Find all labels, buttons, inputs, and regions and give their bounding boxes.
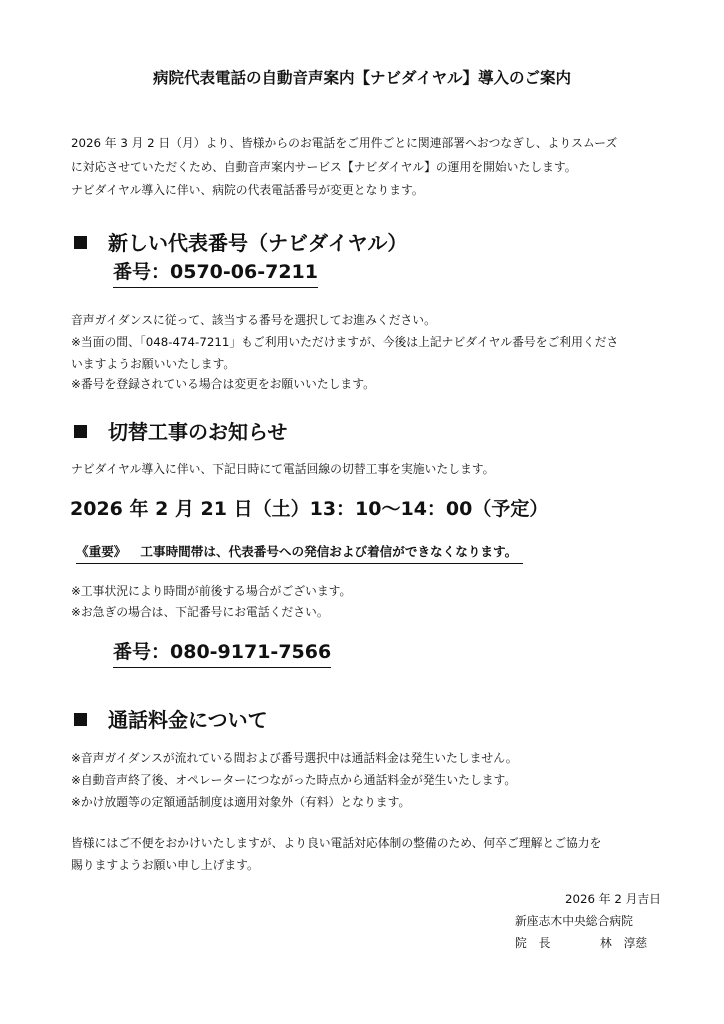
intro-line-1: 2026 年 3 月 2 日（月）より、皆様からのお電話をご用件ごとに関連部署へおつなぎし、よりスムーズ bbox=[71, 136, 618, 150]
section1-note-2: ※当面の間、「048-474-7211」もご利用いただけますが、今後は上記ナビダイヤル番号をご利用くださ bbox=[71, 335, 619, 349]
section2-note-2: ※お急ぎの場合は、下記番号にお電話ください。 bbox=[71, 605, 329, 619]
signature-hospital: 新座志木中央総合病院 bbox=[515, 914, 633, 928]
section3-note-3: ※かけ放題等の定額通話制度は適用対象外（有料）となります。 bbox=[71, 795, 411, 809]
square-bullet-icon bbox=[74, 713, 87, 726]
important-label: 《重要》 bbox=[76, 544, 127, 559]
section1-note-4: ※番号を登録されている場合は変更をお願いいたします。 bbox=[71, 377, 375, 391]
document-title: 病院代表電話の自動音声案内【ナビダイヤル】導入のご案内 bbox=[152, 69, 572, 87]
section2-intro: ナビダイヤル導入に伴い、下記日時にて電話回線の切替工事を実施いたします。 bbox=[71, 462, 495, 476]
section3-note-2: ※自動音声終了後、オペレーターにつながった時点から通話料金が発生いたします。 bbox=[71, 773, 517, 787]
section-heading-call-charges bbox=[74, 704, 268, 733]
closing-line-1: 皆様にはご不便をおかけいたしますが、より良い電話対応体制の整備のため、何卒ご理解とご協力を bbox=[71, 836, 602, 850]
intro-line-3: ナビダイヤル導入に伴い、病院の代表電話番号が変更となります。 bbox=[71, 183, 424, 197]
section-heading-new-number bbox=[74, 227, 407, 256]
section-heading-switch-work-text: 切替工事のお知らせ bbox=[108, 420, 288, 444]
new-representative-number: 番号：0570-06-7211 bbox=[113, 257, 318, 288]
section1-note-3: いますようお願いいたします。 bbox=[71, 357, 236, 371]
signature-name: 林 淳慈 bbox=[600, 936, 648, 950]
section-heading-switch-work bbox=[74, 416, 287, 445]
section2-note-1: ※工事状況により時間が前後する場合がございます。 bbox=[71, 584, 352, 598]
intro-line-2: に対応させていただくため、自動音声案内サービス【ナビダイヤル】の運用を開始いたします。 bbox=[71, 160, 577, 174]
square-bullet-icon bbox=[74, 425, 87, 438]
signature-title: 院 長 bbox=[515, 936, 551, 950]
signature-date: 2026 年 2 月吉日 bbox=[565, 892, 661, 906]
emergency-number: 番号：080-9171-7566 bbox=[113, 637, 331, 668]
section1-note-1: 音声ガイダンスに従って、該当する番号を選択してお進みください。 bbox=[71, 313, 436, 327]
section3-note-1: ※音声ガイダンスが流れている間および番号選択中は通話料金は発生いたしません。 bbox=[71, 751, 518, 765]
important-notice bbox=[76, 541, 523, 564]
important-text: 工事時間帯は、代表番号への発信および着信ができなくなります。 bbox=[140, 544, 518, 559]
closing-line-2: 賜りますようお願い申し上げます。 bbox=[71, 858, 259, 872]
section-heading-new-number-text: 新しい代表番号（ナビダイヤル） bbox=[108, 231, 408, 255]
work-schedule: 2026 年 2 月 21 日（土）13：10～14：00（予定） bbox=[70, 498, 549, 520]
section-heading-call-charges-text: 通話料金について bbox=[108, 708, 268, 732]
square-bullet-icon bbox=[74, 236, 87, 249]
